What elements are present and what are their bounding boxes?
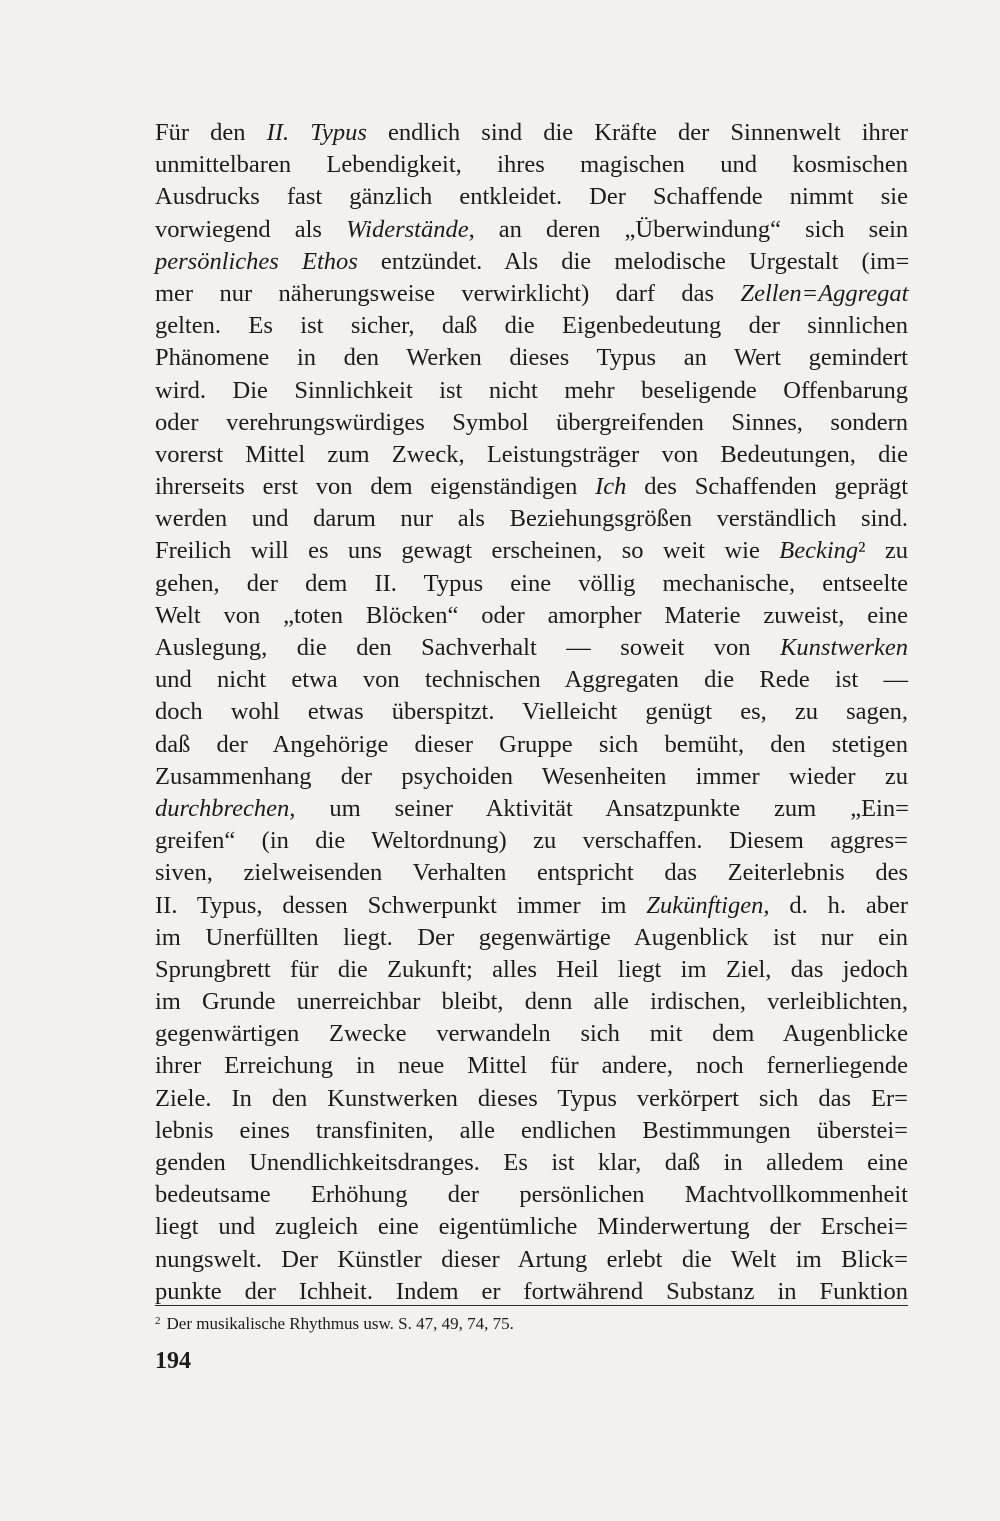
text-segment: und nicht etwa von technischen Aggregaten die Rede ist — — [155, 666, 908, 694]
footnote-divider — [155, 1305, 908, 1306]
text-segment: im Grunde unerreichbar bleibt, denn alle irdischen, verleiblichten, — [155, 988, 908, 1016]
text-segment: genden Unendlichkeitsdranges. Es ist klar, daß in alledem eine — [155, 1149, 908, 1176]
text-segment: Ausdrucks fast gänzlich entkleidet. Der Schaffende nimmt sie — [155, 183, 908, 211]
footnote-text: Der musikalische Rhythmus usw. S. 47, 49, 74, 75. — [166, 1314, 514, 1333]
text-line — [155, 246, 908, 278]
text-line — [155, 857, 908, 889]
text-segment: gehen, der dem II. Typus eine völlig mechanische, entseelte — [155, 569, 908, 597]
text-line — [155, 1147, 908, 1179]
text-segment: gegenwärtigen Zwecke verwandeln sich mit dem Augenblicke — [155, 1020, 908, 1048]
text-line — [155, 278, 908, 310]
text-line — [155, 1050, 908, 1082]
body-text — [155, 117, 908, 1308]
text-line — [155, 664, 908, 696]
text-segment: im Unerfüllten liegt. Der gegenwärtige Augenblick ist nur ein — [155, 923, 908, 951]
text-segment: gelten. Es ist sicher, daß die Eigenbedeutung der sinnlichen — [155, 312, 908, 340]
italic-segment: Zukünftigen, — [646, 891, 770, 919]
text-line — [155, 729, 908, 761]
text-line — [155, 310, 908, 342]
text-segment: punkte der Ichheit. Indem er fortwährend Substanz in Funktion — [155, 1277, 908, 1305]
italic-segment: Zellen=Aggregat — [740, 279, 909, 307]
text-line — [155, 117, 908, 149]
text-segment: Phänomene in den Werken dieses Typus an Wert gemindert — [155, 344, 908, 372]
footnote-marker: 2 — [155, 1315, 161, 1327]
text-line — [155, 1018, 908, 1050]
text-segment: vorerst Mittel zum Zweck, Leistungsträger von Bedeutungen, die — [155, 440, 908, 468]
text-segment: ² zu — [858, 537, 908, 565]
text-segment: II. Typus, dessen Schwerpunkt immer im — [155, 891, 647, 919]
text-segment: endlich sind die Kräfte der Sinnenwelt ihrer — [366, 119, 908, 146]
text-segment: um seiner Aktivität Ansatzpunkte zum „Ein= — [295, 794, 909, 822]
text-segment: ihrerseits erst von dem eigenständigen — [155, 473, 596, 501]
text-line — [155, 890, 908, 922]
text-segment: Auslegung, die den Sachverhalt — soweit von — [155, 634, 781, 661]
italic-segment: Becking — [779, 537, 859, 565]
text-line — [155, 439, 908, 471]
text-line — [155, 1083, 908, 1115]
text-line — [155, 214, 908, 246]
text-line — [155, 761, 908, 793]
italic-segment: Ich — [595, 473, 627, 501]
text-line — [155, 825, 908, 857]
text-line — [155, 1211, 908, 1243]
text-line — [155, 407, 908, 439]
text-segment: lebnis eines transfiniten, alle endlichen Bestimmungen überstei= — [155, 1116, 908, 1144]
text-line — [155, 535, 908, 567]
text-segment: Welt von „toten Blöcken“ oder amorpher Materie zuweist, eine — [155, 601, 908, 629]
text-segment: vorwiegend als — [155, 215, 347, 243]
text-segment: des Schaffenden geprägt — [626, 473, 908, 501]
text-line — [155, 375, 908, 407]
text-segment: Ziele. In den Kunstwerken dieses Typus verkörpert sich das Er= — [155, 1084, 908, 1112]
text-line — [155, 1115, 908, 1147]
text-segment: d. h. aber — [769, 891, 909, 919]
italic-segment: Kunstwerken — [780, 634, 908, 661]
text-segment: werden und darum nur als Beziehungsgrößen verständlich sind. — [155, 505, 908, 533]
footnote — [155, 1309, 514, 1336]
italic-segment: durchbrechen, — [155, 794, 296, 822]
text-segment: greifen“ (in die Weltordnung) zu verschaffen. Diesem aggres= — [155, 827, 908, 855]
text-line — [155, 1276, 908, 1308]
text-line — [155, 1244, 908, 1276]
text-segment: Für den — [155, 119, 267, 146]
text-line — [155, 600, 908, 632]
text-segment: ihrer Erreichung in neue Mittel für andere, noch fernerliegende — [155, 1052, 908, 1080]
text-line — [155, 696, 908, 728]
text-line — [155, 1179, 908, 1211]
text-segment: wird. Die Sinnlichkeit ist nicht mehr beseligende Offenbarung — [155, 376, 908, 404]
text-line — [155, 471, 908, 503]
text-segment: liegt und zugleich eine eigentümliche Minderwertung der Erschei= — [155, 1213, 908, 1241]
text-line — [155, 793, 908, 825]
text-segment: entzündet. Als die melodische Urgestalt (im= — [357, 247, 910, 275]
text-line — [155, 568, 908, 600]
italic-segment: II. Typus — [266, 119, 367, 146]
text-segment: unmittelbaren Lebendigkeit, ihres magischen und kosmischen — [155, 151, 908, 179]
text-line — [155, 632, 908, 664]
text-segment: daß der Angehörige dieser Gruppe sich bemüht, den stetigen — [155, 730, 908, 758]
text-segment: bedeutsame Erhöhung der persönlichen Machtvollkommenheit — [155, 1181, 908, 1209]
text-segment: an deren „Überwindung“ sich sein — [474, 215, 909, 243]
text-line — [155, 954, 908, 986]
text-segment: Freilich will es uns gewagt erscheinen, so weit wie — [155, 537, 780, 565]
text-line — [155, 181, 908, 213]
text-segment: doch wohl etwas überspitzt. Vielleicht genügt es, zu sagen, — [155, 698, 908, 726]
text-segment: Sprungbrett für die Zukunft; alles Heil liegt im Ziel, das jedoch — [155, 955, 908, 983]
page-number: 194 — [155, 1348, 191, 1374]
italic-segment: Widerstände, — [346, 215, 475, 243]
text-line — [155, 922, 908, 954]
text-segment: mer nur näherungsweise verwirklicht) darf das — [155, 279, 741, 307]
italic-segment: persönliches Ethos — [155, 247, 358, 275]
text-line — [155, 986, 908, 1018]
text-segment: nungswelt. Der Künstler dieser Artung erlebt die Welt im Blick= — [155, 1245, 908, 1273]
text-segment: siven, zielweisenden Verhalten entspricht das Zeiterlebnis des — [155, 859, 908, 887]
text-line — [155, 149, 908, 181]
text-line — [155, 503, 908, 535]
text-segment: oder verehrungswürdiges Symbol übergreifenden Sinnes, sondern — [155, 408, 908, 436]
text-line — [155, 342, 908, 374]
text-segment: Zusammenhang der psychoiden Wesenheiten immer wieder zu — [155, 762, 908, 790]
